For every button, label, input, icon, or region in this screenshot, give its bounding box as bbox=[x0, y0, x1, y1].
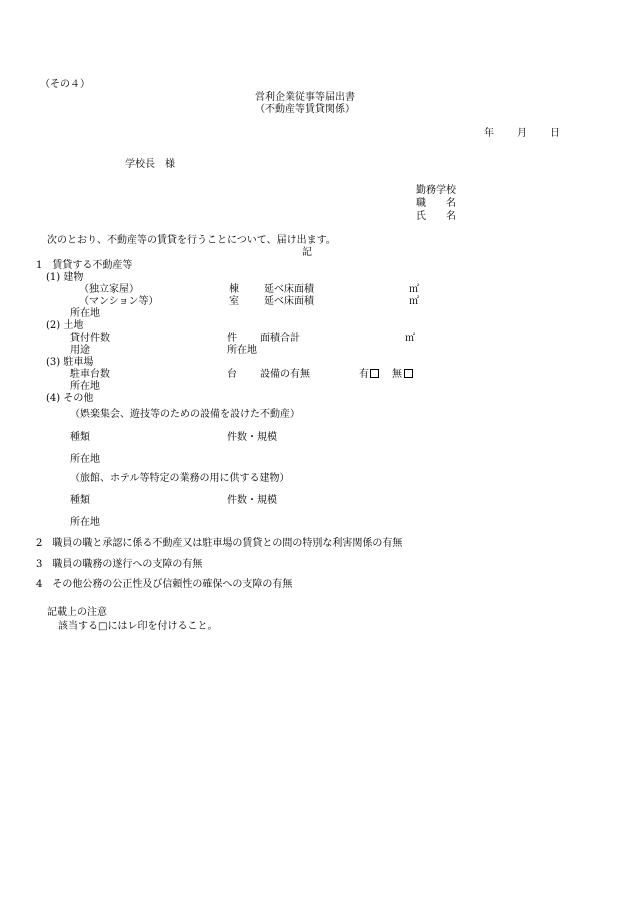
intro-text: 次のとおり、不動産等の賃貸を行うことについて、届け出ます。 bbox=[47, 235, 336, 246]
land-heading: (2) 土地 bbox=[46, 320, 84, 331]
other-group1-location-label: 所在地 bbox=[70, 454, 100, 465]
detached-floor-area-label: 延べ床面積 bbox=[264, 284, 314, 295]
parking-location-label: 所在地 bbox=[70, 381, 100, 392]
mansion-area-unit: ㎡ bbox=[409, 296, 419, 307]
parking-yes-label: 有 bbox=[359, 369, 369, 380]
form-title: 営利企業従事等届出書 bbox=[255, 92, 355, 103]
land-use-label: 用途 bbox=[70, 345, 90, 356]
other-heading: (4) その他 bbox=[46, 393, 94, 404]
notes-heading: 記載上の注意 bbox=[47, 607, 107, 618]
land-area-unit: ㎡ bbox=[405, 333, 415, 344]
other-group2-count-label: 件数・規模 bbox=[227, 495, 277, 506]
parking-no-checkbox[interactable] bbox=[404, 369, 413, 378]
parking-count-label: 駐車台数 bbox=[70, 369, 110, 380]
detached-house-label: （独立家屋） bbox=[79, 284, 139, 295]
other-group2-type-label: 種類 bbox=[70, 495, 90, 506]
school-label: 勤務学校 bbox=[416, 185, 456, 196]
parking-count-unit: 台 bbox=[227, 369, 237, 380]
section3-heading: 3 職員の職務の遂行への支障の有無 bbox=[36, 559, 203, 570]
land-count-label: 貸付件数 bbox=[70, 333, 110, 344]
other-group1-note: （娯楽集会、遊技等のための設備を設けた不動産） bbox=[70, 409, 300, 420]
land-count-unit: 件 bbox=[227, 333, 237, 344]
other-group2-location-label: 所在地 bbox=[70, 517, 100, 528]
other-group1-count-label: 件数・規模 bbox=[227, 432, 277, 443]
other-group1-type-label: 種類 bbox=[70, 432, 90, 443]
form-number: （その４） bbox=[40, 79, 90, 90]
detached-house-unit: 棟 bbox=[229, 284, 239, 295]
addressee: 学校長 様 bbox=[125, 159, 175, 170]
date-day-label: 日 bbox=[550, 128, 560, 139]
parking-equipment-label: 設備の有無 bbox=[260, 369, 310, 380]
land-location-label: 所在地 bbox=[227, 345, 257, 356]
ki-mark: 記 bbox=[302, 247, 312, 258]
land-area-total-label: 面積合計 bbox=[260, 333, 300, 344]
section1-heading: 1 賃貸する不動産等 bbox=[36, 260, 133, 271]
building-heading: (1) 建物 bbox=[46, 272, 84, 283]
building-location-label: 所在地 bbox=[70, 308, 100, 319]
date-year-label: 年 bbox=[484, 128, 494, 139]
mansion-unit: 室 bbox=[229, 296, 239, 307]
other-group2-note: （旅館、ホテル等特定の業務の用に供する建物） bbox=[70, 473, 290, 484]
parking-no-label: 無 bbox=[392, 369, 402, 380]
parking-yes-checkbox[interactable] bbox=[370, 369, 379, 378]
section4-heading: 4 その他公務の公正性及び信頼性の確保への支障の有無 bbox=[36, 579, 293, 590]
notes-item: 該当する□にはレ印を付けること。 bbox=[58, 621, 218, 632]
date-month-label: 月 bbox=[517, 128, 527, 139]
parking-heading: (3) 駐車場 bbox=[46, 357, 94, 368]
form-subtitle: （不動産等賃貸関係） bbox=[255, 104, 355, 115]
position-label: 職 名 bbox=[416, 198, 456, 209]
section2-heading: 2 職員の職と承認に係る不動産又は駐車場の賃貸との間の特別な利害関係の有無 bbox=[36, 538, 403, 549]
mansion-label: （マンション等） bbox=[79, 296, 159, 307]
detached-area-unit: ㎡ bbox=[409, 284, 419, 295]
name-label: 氏 名 bbox=[416, 211, 456, 222]
mansion-floor-area-label: 延べ床面積 bbox=[264, 296, 314, 307]
